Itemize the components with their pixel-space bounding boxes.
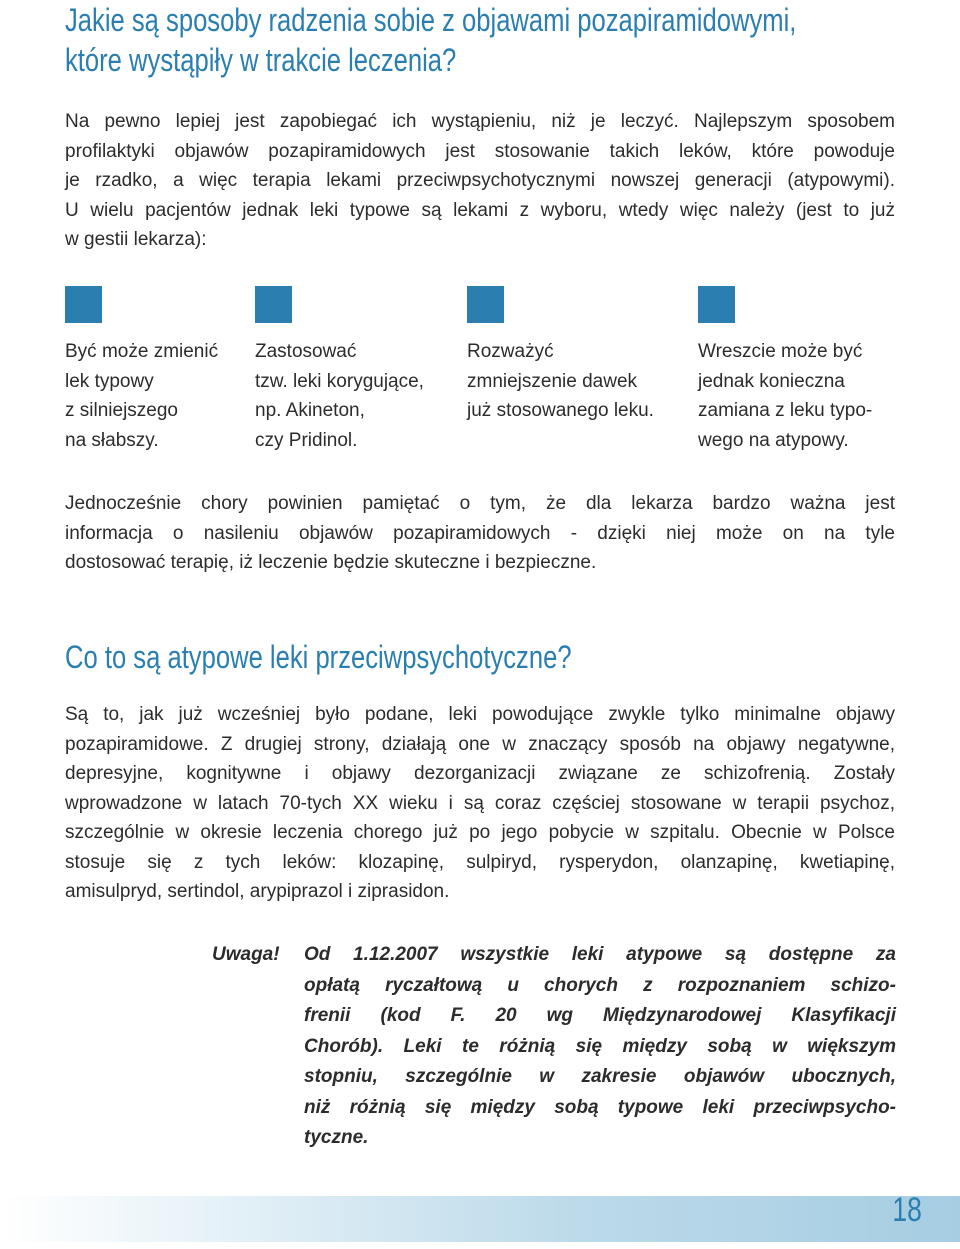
- note-line: stopniu, szczególnie w zakresie objawów ubocznych,: [304, 1066, 896, 1087]
- option-line: zmniejszenie dawek: [467, 370, 638, 392]
- option-change-to-atypical: [698, 286, 872, 455]
- option-line: Rozważyć: [467, 341, 554, 362]
- option-line: Zastosować: [255, 341, 357, 362]
- option-line: lek typowy: [65, 370, 154, 392]
- option-line: już stosowanego leku.: [467, 400, 654, 421]
- closing-paragraph: [65, 489, 895, 578]
- option-line: na słabszy.: [65, 429, 159, 451]
- footer-bar: [0, 1196, 960, 1242]
- paragraph-line: je rzadko, a więc terapia lekami przeciwpsychotycznymi nowszej generacji (atypowymi).: [65, 170, 895, 191]
- bullet-square-icon: [698, 286, 735, 323]
- bullet-square-icon: [65, 286, 102, 323]
- option-line: jednak konieczna: [698, 370, 845, 392]
- page-number: 18: [892, 1191, 922, 1229]
- heading-line: Co to są atypowe leki przeciwpsychotyczne?: [65, 639, 572, 675]
- note-line: Chorób). Leki te różnią się między sobą w większym: [304, 1035, 896, 1057]
- paragraph-line: U wielu pacjentów jednak leki typowe są lekami z wyboru, wtedy więc należy (jest to już: [65, 199, 895, 221]
- note-line: tyczne.: [304, 1127, 369, 1148]
- option-switch-drug: [65, 286, 218, 455]
- option-line: Wreszcie może być: [698, 341, 863, 362]
- paragraph-line: Są to, jak już wcześniej było podane, leki powodujące zwykle tylko minimalne objawy: [65, 704, 895, 725]
- paragraph-line: szczególnie w okresie leczenia chorego już po jego pobycie w szpitalu. Obecnie w Polsce: [65, 822, 895, 843]
- option-reduce-dose: [467, 286, 654, 426]
- option-line: Być może zmienić: [65, 341, 219, 362]
- option-line: tzw. leki korygujące,: [255, 370, 424, 392]
- note-label: Uwaga!: [212, 944, 280, 965]
- note-line: Od 1.12.2007 wszystkie leki atypowe są dostępne za: [304, 944, 896, 965]
- option-line: wego na atypowy.: [698, 429, 849, 451]
- bullet-square-icon: [255, 286, 292, 323]
- section-2-heading: [65, 637, 572, 677]
- note-line: frenii (kod F. 20 wg Międzynarodowej Klasyfikacji: [304, 1005, 896, 1026]
- paragraph-line: amisulpryd, sertindol, arypiprazol i ziprasidon.: [65, 881, 450, 902]
- option-line: zamiana z leku typo-: [698, 400, 873, 421]
- note-body: [304, 940, 896, 1154]
- paragraph-line: wprowadzone w latach 70-tych XX wieku i są coraz częściej stosowane w terapii psychoz,: [65, 792, 895, 814]
- option-corrective-drugs: [255, 286, 424, 455]
- paragraph-line: dostosować terapię, iż leczenie będzie skuteczne i bezpieczne.: [65, 552, 597, 573]
- heading-line: Jakie są sposoby radzenia sobie z objawami pozapiramidowymi,: [65, 2, 797, 38]
- intro-paragraph: [65, 107, 895, 255]
- paragraph-line: Jednocześnie chory powinien pamiętać o tym, że dla lekarza bardzo ważna jest: [65, 493, 895, 514]
- paragraph-line: profilaktyki objawów pozapiramidowych jest stosowanie takich leków, które powoduje: [65, 140, 895, 162]
- paragraph-line: informacja o nasileniu objawów pozapiramidowych - dzięki niej może on na tyle: [65, 522, 895, 544]
- option-line: czy Pridinol.: [255, 429, 358, 451]
- paragraph-line: depresyjne, kognitywne i objawy dezorganizacji związane ze schizofrenią. Zostały: [65, 763, 895, 784]
- paragraph-line: Na pewno lepiej jest zapobiegać ich wystąpieniu, niż je leczyć. Najlepszym sposobem: [65, 111, 895, 132]
- paragraph-line: stosuje się z tych leków: klozapinę, sulpiryd, rysperydon, olanzapinę, kwetiapinę,: [65, 851, 895, 873]
- option-line: np. Akineton,: [255, 400, 365, 421]
- heading-line: które wystąpiły w trakcie leczenia?: [65, 42, 457, 78]
- paragraph-line: pozapiramidowe. Z drugiej strony, działają one w znaczący sposób na objawy negatywne,: [65, 733, 895, 755]
- note-line: niż różnią się między sobą typowe leki przeciwpsycho-: [304, 1096, 896, 1118]
- note-line: opłatą ryczałtową u chorych z rozpoznaniem schizo-: [304, 974, 896, 996]
- section-1-heading: [65, 0, 796, 80]
- atypical-drugs-paragraph: [65, 700, 895, 907]
- option-line: z silniejszego: [65, 400, 178, 421]
- bullet-square-icon: [467, 286, 504, 323]
- paragraph-line: w gestii lekarza):: [65, 229, 207, 250]
